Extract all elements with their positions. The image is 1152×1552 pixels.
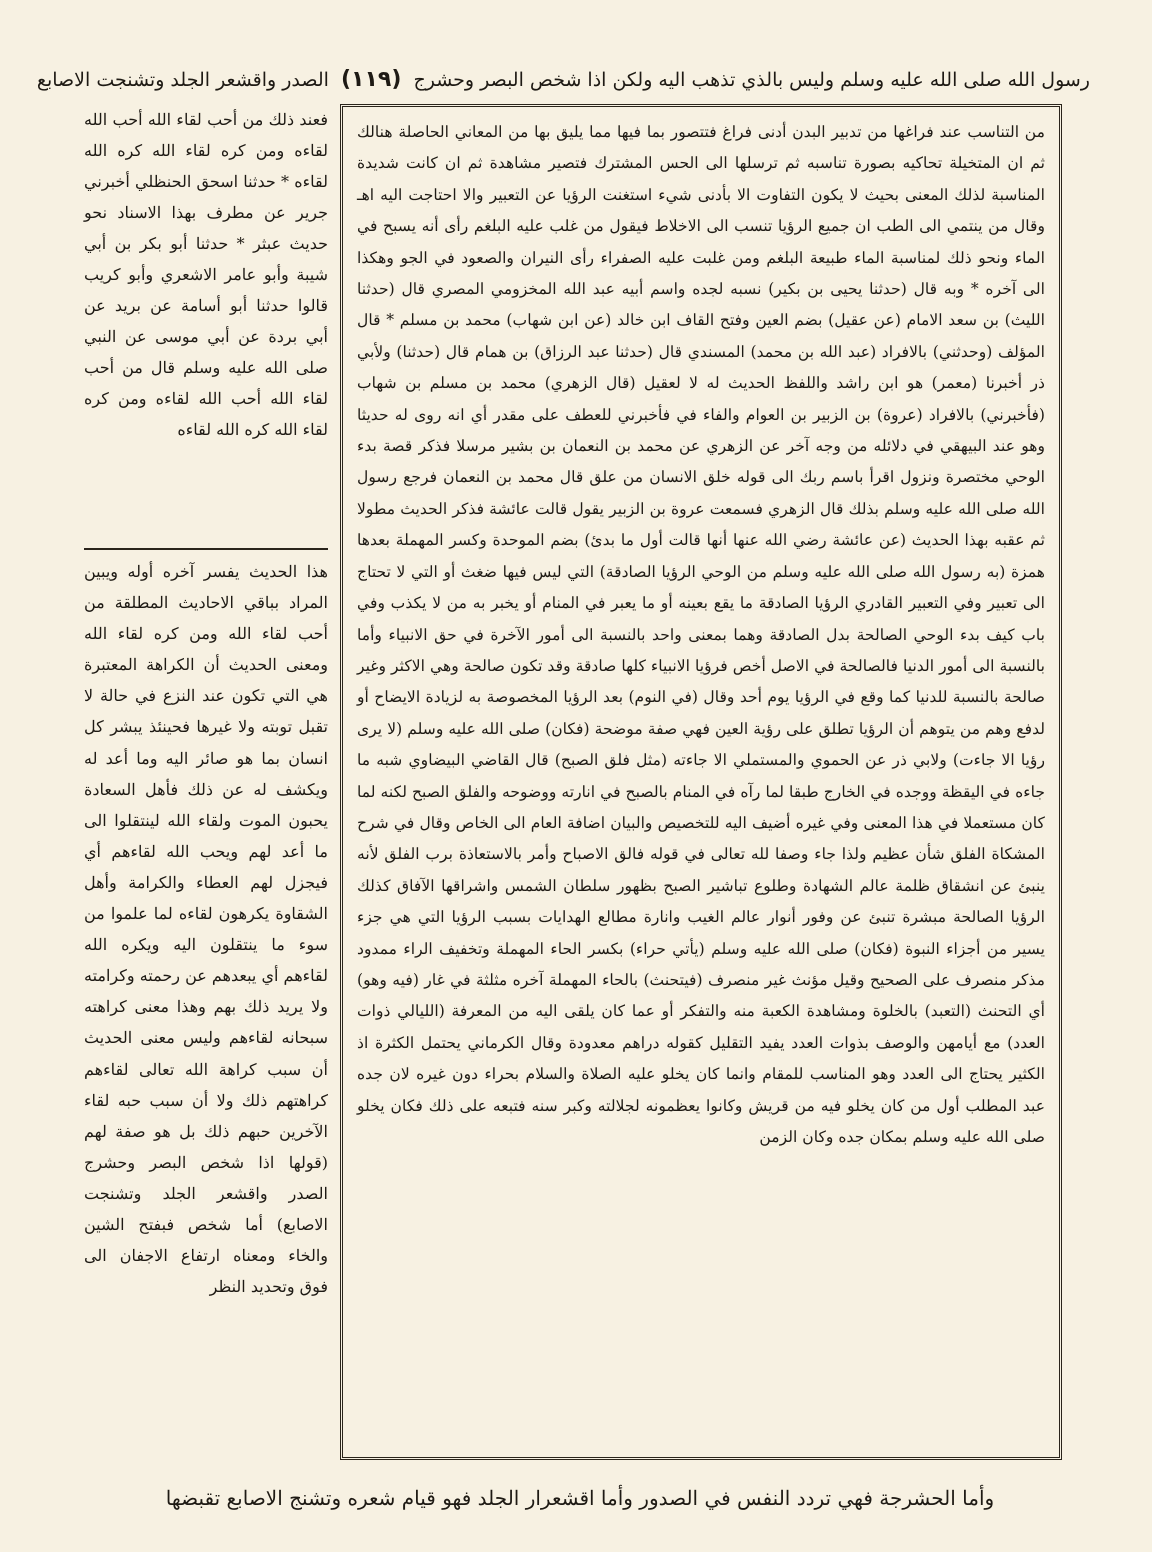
side-divider-rule bbox=[84, 548, 328, 550]
main-commentary-text: من التناسب عند فراغها من تدبير البدن أدنى فراغ فتتصور بما فيها مما يليق بها من المعاني الحاصلة هنالك ثم ان المتخيلة تحاكيه بصورة تناسبه ثم ترسلها الى الحس المشترك فتصير مشاهدة ثم ان كانت شديدة المناسبة لذلك المعنى بحيث لا يكون التفاوت الا بأدنى شيء استغنت الرؤيا عن التعبير والا احتاجت اليه اهـ وقال من ينتمي الى الطب ان جميع الرؤيا تنسب الى الاخلاط فيقول من غلب عليه البلغم رأى أنه يسبح في الماء ونحو ذلك لمناسبة الماء طبيعة البلغم ومن غلبت عليه الصفراء رأى النيران والصعود في الجو وهكذا الى آخره * وبه قال (حدثنا يحيى بن بكير) نسبه لجده واسم أبيه عبد الله المخزومي المصري قال (حدثنا الليث) بن سعد الامام (عن عقيل) بضم العين وفتح القاف ابن خالد (عن ابن شهاب) محمد بن مسلم * قال المؤلف (وحدثني) بالافراد (عبد الله بن محمد) المسندي قال (حدثنا عبد الرزاق) بن همام قال (حدثنا) ولأبي ذر أخبرنا (معمر) هو ابن راشد واللفظ الحديث له لا لعقيل (قال الزهري) محمد بن مسلم بن شهاب (فأخبرني) بالافراد (عروة) بن الزبير بن العوام والفاء في فأخبرني للعطف على مقدر أي انه روى له حديثا وهو عند البيهقي في دلائله من وجه آخر عن الزهري عن محمد بن النعمان بن بشير مرسلا فذكر قصة بدء الوحي مختصرة ونزول اقرأ باسم ربك الى قوله خلق الانسان من علق قال محمد بن النعمان فرجع رسول الله صلى الله عليه وسلم بذلك قال الزهري فسمعت عروة بن الزبير يقول قالت عائشة فذكر الحديث مطولا ثم عقبه بهذا الحديث (عن عائشة رضي الله عنها أنها قالت أول ما بدئ) بضم الموحدة وكسر المهملة بعدها همزة (به رسول الله صلى الله عليه وسلم من الوحي الرؤيا الصادقة) التي ليس فيها ضغث أو التي لا تحتاج الى تعبير وفي التعبير القادري الرؤيا الصادقة ما يقع بعينه أو ما يعبر في المنام أو يخبر به من لا يكذب وفي باب كيف بدء الوحي الصالحة بدل الصادقة وهما بمعنى واحد بالنسبة الى أمور الآخرة في حق الانبياء وأما بالنسبة الى أمور الدنيا فالصالحة في الاصل أخص فرؤيا الانبياء كلها صادقة وقد تكون صالحة وهي الاكثر وغير صالحة بالنسبة للدنيا كما وقع في الرؤيا يوم أحد وقال (في النوم) بعد الرؤيا المخصوصة به لزيادة الايضاح أو لدفع وهم من يتوهم أن الرؤيا تطلق على رؤية العين فهي صفة موضحة (فكان) صلى الله عليه وسلم (لا يرى رؤيا الا جاءت) ولابي ذر عن الحموي والمستملي الا جاءته (مثل فلق الصبح) قال القاضي البيضاوي شبه ما جاءه في اليقظة ووجده في الخارج طبقا لما رآه في المنام بالصبح في انارته ووضوحه والفلق الصبح لكنه لما كان مستعملا في هذا المعنى وفي غيره أضيف اليه للتخصيص والبيان اضافة العام الى الخاص وقال في شرح المشكاة الفلق شأن عظيم ولذا جاء وصفا لله تعالى في قوله فالق الاصباح وأمر بالاستعاذة برب الفلق لأنه ينبئ عن انشقاق ظلمة عالم الشهادة وطلوع تباشير الصبح بظهور سلطان الشمس واشراقها الآفاق كذلك الرؤيا الصالحة مبشرة تنبئ عن وفور أنوار عالم الغيب وانارة مطالع الهدايات بسبب الرؤيا التي هي جزء يسير من أجزاء النبوة (فكان) صلى الله عليه وسلم (يأتي حراء) بكسر الحاء المهملة وتخفيف الراء ممدود مذكر منصرف على الصحيح وقيل مؤنث غير منصرف (فيتحنث) بالحاء المهملة آخره مثلثة في غار (فيه وهو) أي التحنث (التعبد) بالخلوة ومشاهدة الكعبة منه والتفكر أو عما كان يلقى اليه من المعرفة (الليالي ذوات العدد) مع أيامهن والوصف بذوات العدد يفيد التقليل كقوله دراهم معدودة وقال الكرماني يحتمل الكثرة اذ الكثير يحتاج الى العدد وهو المناسب للمقام وانما كان يخلو عليه الصلاة والسلام بحراء دون غيره لان جده عبد المطلب أول من كان يخلو فيه من قريش وكانوا يعظمونه لجلالته وكبر سنه فتبعه على ذلك فكان يخلو صلى الله عليه وسلم بمكان جده وكان الزمن bbox=[357, 123, 1045, 1146]
running-header bbox=[36, 60, 1090, 100]
footer-line bbox=[80, 1478, 1080, 1518]
main-commentary-frame bbox=[340, 104, 1062, 1460]
footer-text: وأما الحشرجة فهي تردد النفس في الصدور وأما اقشعرار الجلد فهو قيام شعره وتشنج الاصابع تقبضها bbox=[165, 1486, 995, 1510]
page-number: (١١٩) bbox=[340, 67, 402, 92]
side-hadith-paragraph: فعند ذلك من أحب لقاء الله أحب الله لقاءه ومن كره لقاء الله كره الله لقاءه * حدثنا اسحق الحنظلي أخبرني جرير عن مطرف بهذا الاسناد نحو حديث عبثر * حدثنا أبو بكر بن أبي شيبة وأبو عامر الاشعري وأبو كريب قالوا حدثنا أبو أسامة عن بريد عن أبي بردة عن أبي موسى عن النبي صلى الله عليه وسلم قال من أحب لقاء الله أحب الله لقاءه ومن كره لقاء الله كره الله لقاءه bbox=[84, 110, 328, 439]
side-commentary-text bbox=[84, 556, 328, 1460]
side-commentary-paragraph: هذا الحديث يفسر آخره أوله ويبين المراد بباقي الاحاديث المطلقة من أحب لقاء الله ومن كره لقاء الله ومعنى الحديث أن الكراهة المعتبرة هي التي تكون عند النزع في حالة لا تقبل توبته ولا غيرها فحينئذ يبشر كل انسان بما هو صائر اليه وما أعد له ويكشف له عن ذلك فأهل السعادة يحبون الموت ولقاء الله لينتقلوا الى ما أعد لهم ويحب الله لقاءهم أي فيجزل لهم العطاء والكرامة وأهل الشقاوة يكرهون لقاءه لما علموا من سوء ما ينتقلون اليه ويكره الله لقاءهم أي يبعدهم عن رحمته وكرامته ولا يريد ذلك بهم وهذا معنى كراهته سبحانه لقاءهم وليس معنى الحديث أن سبب كراهة الله تعالى لقاءهم كراهتهم ذلك ولا أن سبب حبه لقاء الآخرين حبهم ذلك بل هو صفة لهم (قولها اذا شخص البصر وحشرج الصدر واقشعر الجلد وتشنجت الاصابع) أما شخص فبفتح الشين والخاء ومعناه ارتفاع الاجفان الى فوق وتحديد النظر bbox=[84, 562, 328, 1297]
side-hadith-text bbox=[84, 104, 328, 544]
header-right-text: رسول الله صلى الله عليه وسلم وليس بالذي تذهب اليه ولكن اذا شخص البصر وحشرج bbox=[413, 69, 1090, 91]
header-left-text: الصدر واقشعر الجلد وتشنجت الاصابع bbox=[36, 69, 329, 91]
